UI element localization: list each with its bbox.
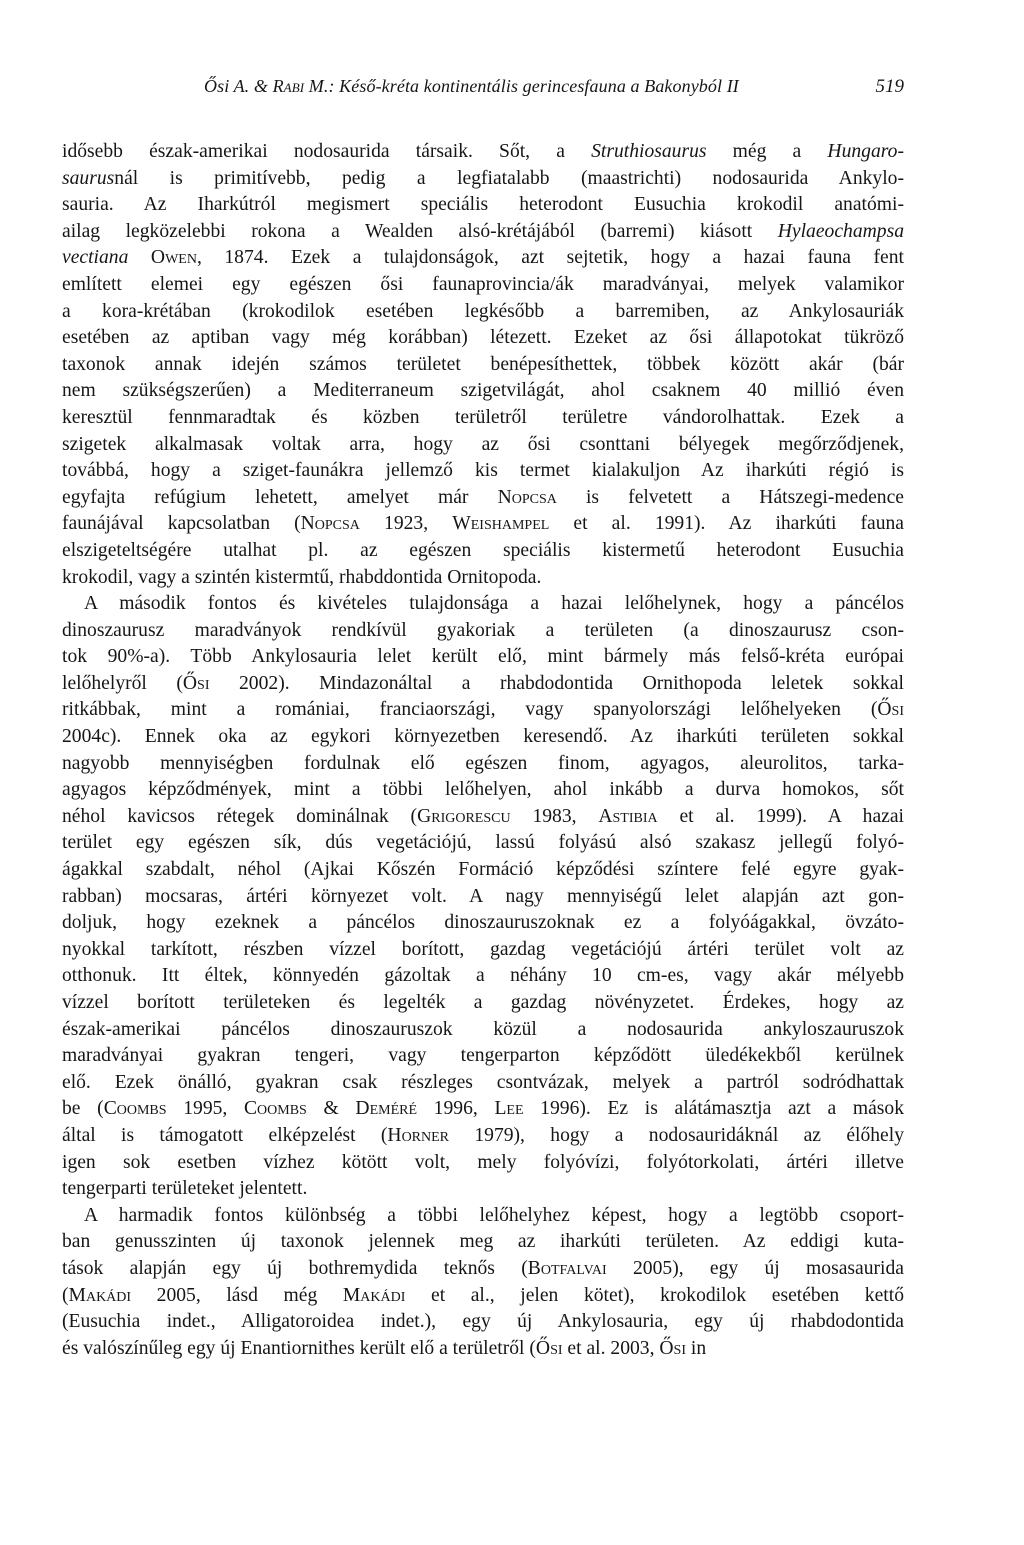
text-run: 1983,: [510, 805, 599, 827]
author-citation: Ősi: [535, 1337, 563, 1359]
text-run: rabban) mocsaras, ártéri környezet volt. A nagy mennyiségű lelet alapján azt gon-: [62, 885, 904, 907]
text-run: sauria. Az Iharkútról megismert speciális heterodont Eusuchia krokodil anatómi-: [62, 194, 904, 216]
text-line: [62, 751, 904, 778]
author-citation: Botfalvai: [527, 1257, 607, 1279]
author-citation: Ősi: [182, 672, 210, 694]
text-run: tások alapján egy új bothremydida teknős (: [62, 1257, 528, 1279]
text-line: [62, 1309, 904, 1336]
text-line: [62, 192, 904, 219]
text-run: vízzel borított területeken és legelték a gazdag növényzetet. Érdekes, hogy az: [62, 992, 904, 1013]
text-run: által is támogatott elképzelést (: [62, 1124, 388, 1146]
text-line: [62, 963, 904, 990]
running-head-authors-suffix: M.:: [304, 76, 335, 96]
author-citation: Coombs: [243, 1098, 307, 1120]
text-line: [62, 1150, 904, 1177]
text-run: et al. 1991). Az iharkúti fauna: [549, 513, 905, 535]
text-run: említett elemei egy egészen ősi faunaprovincia/ák maradványai, melyek valamikor: [62, 273, 904, 295]
text-line: [62, 538, 904, 565]
text-run: elő. Ezek önálló, gyakran csak részleges csontvázak, melyek a partról sodródhattak: [62, 1071, 904, 1093]
author-citation: Deméré: [355, 1098, 418, 1120]
text-run: , 1874. Ezek a tulajdonságok, azt sejtetik, hogy a hazai fauna fent: [196, 247, 904, 269]
text-line: [62, 565, 904, 592]
taxon-name: Hungaro-: [827, 141, 904, 162]
text-run: doljuk, hogy ezeknek a páncélos dinoszauruszoknak ez a folyóágakkal, övzáto-: [62, 912, 904, 934]
text-run: nál is primitívebb, pedig a legfiatalabb (maastrichti) nodosaurida Ankylo-: [114, 167, 904, 189]
text-line: [62, 1336, 904, 1363]
author-citation: Makádi: [68, 1284, 132, 1306]
text-line: [62, 219, 904, 246]
author-citation: Ősi: [659, 1337, 686, 1359]
running-head-author-rabi: Rabi: [272, 76, 305, 96]
text-run: et al. 1999). A hazai: [657, 805, 904, 827]
text-run: tok 90%-a). Több Ankylosauria lelet került elő, mint bármely más felső-kréta európai: [62, 646, 904, 668]
text-line: [62, 671, 904, 698]
text-line: [62, 352, 904, 379]
text-run: 1979), hogy a nodosauridáknál az élőhely: [449, 1124, 904, 1146]
text-run: (: [62, 1284, 69, 1306]
text-run: észak-amerikai páncélos dinoszauruszok közül a nodosaurida ankyloszauruszok: [62, 1018, 904, 1040]
text-line: [62, 325, 904, 352]
text-line: [62, 1176, 904, 1203]
taxon-name: saurus: [62, 167, 115, 189]
text-run: igen sok esetben vízhez kötött volt, mely folyóvízi, folyótorkolati, ártéri illetve: [62, 1151, 904, 1173]
text-run: lelőhelyről (: [62, 672, 183, 694]
text-run: agyagos képződmények, mint a többi lelőhelyen, ahol inkább a durva homokos, sőt: [62, 779, 904, 801]
paragraph: [62, 1203, 904, 1363]
paragraph: [62, 139, 904, 591]
text-run: 2005, lásd még: [131, 1284, 343, 1306]
text-run: krokodil, vagy a szintén kistermtű, rhabddontida Ornitopoda.: [62, 566, 542, 588]
text-line: [62, 1203, 904, 1230]
text-run: otthonuk. Itt éltek, könnyedén gázoltak a néhány 10 cm-es, vagy akár mélyebb: [62, 965, 904, 987]
text-run: terület egy egészen sík, dús vegetációjú, lassú folyású alsó szakasz jellegű folyó-: [62, 832, 904, 854]
text-line: [62, 1043, 904, 1070]
author-citation: Makádi: [342, 1284, 406, 1306]
text-line: [62, 485, 904, 512]
text-line: [62, 1017, 904, 1044]
text-run: néhol kavicsos rétegek dominálnak (: [62, 805, 418, 827]
text-run: ágakkal szabdalt, néhol (Ajkai Kőszén Formáció képződési színtere felé egyre gyak-: [62, 859, 904, 881]
text-run: A harmadik fontos különbség a többi lelőhelyhez képest, hogy a legtöbb csoport-: [84, 1204, 904, 1226]
running-head-authors: Ősi A. &: [204, 76, 273, 96]
text-line: [62, 1070, 904, 1097]
author-citation: Owen: [150, 247, 197, 269]
text-line: [62, 1256, 904, 1283]
text-run: taxonok annak idején számos területet benépesíthettek, többek között akár (bár: [62, 353, 904, 375]
text-run: esetében az aptiban vagy még korábban) létezett. Ezeket az ősi állapotokat tükröző: [62, 327, 904, 349]
text-line: [62, 511, 904, 538]
text-run: nyokkal tarkított, részben vízzel borított, gazdag vegetációjú ártéri terület volt az: [62, 938, 904, 960]
text-line: [62, 644, 904, 671]
text-run: be (: [62, 1098, 104, 1120]
author-citation: Weishampel: [452, 513, 550, 535]
text-run: szigetek alkalmasak voltak arra, hogy az ősi csonttani bélyegek megőrződjenek,: [62, 433, 904, 455]
taxon-name: Hylaeochampsa: [777, 220, 904, 242]
text-run: és valószínűleg egy új Enantiornithes került elő a területről (: [62, 1337, 536, 1359]
text-run: 2004c). Ennek oka az egykori környezetben keresendő. Az iharkúti területen sokkal: [62, 726, 904, 748]
text-run: 1996,: [417, 1098, 495, 1120]
text-run: nem szükségszerűen) a Mediterraneum szigetvilágát, ahol csaknem 40 millió éven: [62, 380, 904, 402]
text-run: 2002). Mindazonáltal a rhabdodontida Ornithopoda leletek sokkal: [209, 672, 904, 694]
text-run: et al., jelen kötet), krokodilok esetében kettő: [405, 1284, 904, 1306]
text-run: idősebb észak-amerikai nodosaurida társaik. Sőt, a: [62, 141, 592, 162]
text-run: &: [306, 1098, 356, 1120]
running-head-title: [204, 76, 739, 97]
text-run: ritkábbak, mint a romániai, franciaországi, vagy spanyolországi lelőhelyeken (: [62, 699, 878, 721]
text-line: [62, 378, 904, 405]
text-run: 1923,: [359, 513, 453, 535]
text-run: keresztül fennmaradtak és közben területről területre vándorolhattak. Ezek a: [62, 406, 904, 428]
text-line: [62, 166, 904, 193]
text-run: elszigeteltségére utalhat pl. az egészen speciális kistermetű heterodont Eusuchia: [62, 539, 904, 561]
text-run: 2005), egy új mosasaurida: [606, 1257, 904, 1279]
text-line: [62, 405, 904, 432]
text-run: et al. 2003,: [562, 1337, 660, 1359]
text-line: [62, 1283, 904, 1310]
text-line: [62, 432, 904, 459]
article-body: [62, 139, 904, 1362]
paragraph: [62, 591, 904, 1203]
author-citation: Nopcsa: [497, 486, 557, 508]
author-citation: Horner: [387, 1124, 450, 1146]
text-run: a kora-krétában (krokodilok esetében legkésőbb a barremiben, az Ankylosauriák: [62, 300, 904, 322]
text-line: [62, 272, 904, 299]
page-number: 519: [875, 76, 904, 97]
text-line: [62, 910, 904, 937]
text-run: (Eusuchia indet., Alligatoroidea indet.), egy új Ankylosauria, egy új rhabdodontida: [62, 1311, 904, 1333]
author-citation: Coombs: [103, 1098, 167, 1120]
text-run: 1995,: [166, 1098, 244, 1120]
author-citation: Nopcsa: [300, 513, 360, 535]
text-line: [62, 830, 904, 857]
text-line: [62, 777, 904, 804]
text-run: tengerparti területeket jelentett.: [62, 1178, 308, 1200]
text-line: [62, 697, 904, 724]
text-line: [62, 139, 904, 166]
text-line: [62, 724, 904, 751]
running-head: [62, 76, 904, 102]
text-run: [128, 247, 151, 268]
text-run: dinoszaurusz maradványok rendkívül gyakoriak a területen (a dinoszaurusz cson-: [62, 619, 904, 641]
text-line: [62, 937, 904, 964]
author-citation: Astibia: [598, 805, 658, 827]
text-run: faunájával kapcsolatban (: [62, 513, 301, 535]
text-run: 1996). Ez is alátámasztja azt a mások: [523, 1098, 904, 1120]
text-line: [62, 804, 904, 831]
text-line: [62, 857, 904, 884]
text-run: továbbá, hogy a sziget-faunákra jellemző kis termet kialakuljon Az iharkúti régió is: [62, 460, 904, 482]
author-citation: Grigorescu: [417, 805, 511, 827]
taxon-name: Struthiosaurus: [591, 141, 707, 162]
text-run: ailag legközelebbi rokona a Wealden alsó-krétájából (barremi) kiásott: [62, 220, 778, 242]
taxon-name: vectiana: [62, 247, 129, 269]
running-head-article-title: Késő-kréta kontinentális gerincesfauna a Bakonyból II: [334, 76, 739, 96]
text-line: [62, 1229, 904, 1256]
author-citation: Lee: [494, 1098, 524, 1120]
text-line: [62, 1123, 904, 1150]
text-run: egyfajta refúgium lehetett, amelyet már: [62, 486, 498, 508]
text-run: A második fontos és kivételes tulajdonsága a hazai lelőhelynek, hogy a páncélos: [84, 593, 904, 615]
text-line: [62, 618, 904, 645]
author-citation: Ősi: [877, 699, 904, 721]
text-run: még a: [706, 141, 828, 162]
text-line: [62, 591, 904, 618]
text-run: ban genusszinten új taxonok jelennek meg az iharkúti területen. Az eddigi kuta-: [62, 1231, 904, 1253]
text-line: [62, 990, 904, 1017]
text-line: [62, 245, 904, 272]
text-run: maradványai gyakran tengeri, vagy tengerparton képződött üledékekből kerülnek: [62, 1045, 904, 1067]
text-line: [62, 884, 904, 911]
text-line: [62, 1096, 904, 1123]
text-line: [62, 299, 904, 326]
text-run: in: [686, 1337, 707, 1359]
text-run: is felvetett a Hátszegi-medence: [556, 486, 904, 508]
text-line: [62, 458, 904, 485]
text-run: nagyobb mennyiségben fordulnak elő egészen finom, agyagos, aleurolitos, tarka-: [62, 752, 904, 774]
